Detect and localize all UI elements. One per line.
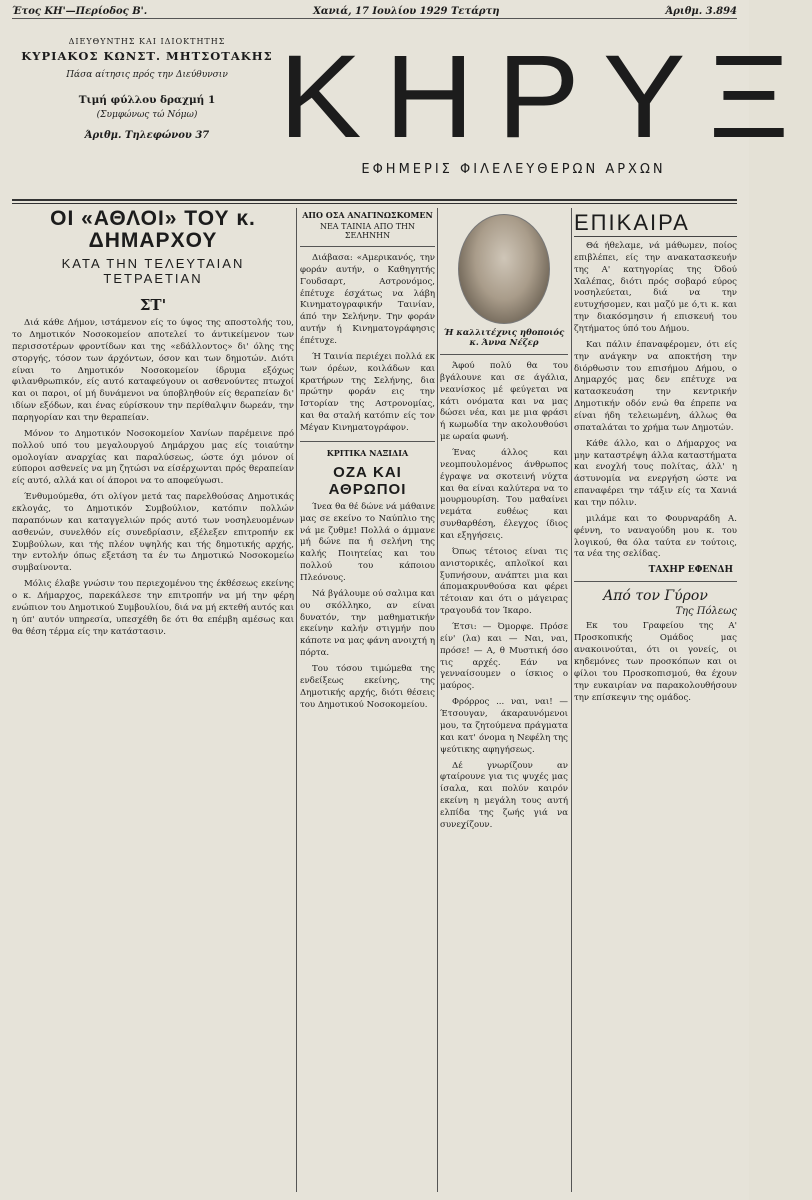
- owner-label: ΔΙΕΥΘΥΝΤΗΣ ΚΑΙ ΙΔΙΟΚΤΗΤΗΣ: [68, 37, 226, 46]
- portrait-article-paragraph: Δέ γνωρίζουν αν φταίρουνε για τις ψυχές μας ίσαλα, και πολύν καιρόν εκείνη η μεγάλη τους αυτή ελπίδα της ζωής γιά να συνεχίζουν.: [440, 760, 568, 830]
- divider: [300, 441, 435, 442]
- divider: [300, 246, 435, 247]
- masthead: [12, 20, 812, 200]
- round-subheadline: Της Πόλεως: [675, 606, 737, 618]
- epikaira-paragraph: Θά ήθελαμε, νά μάθωμεν, ποίος επιβλέπει, είς την ανακατασκευήν της Α' κατηγορίας της Όδού Χαλέπας, διότι πρός σοβαρό εύρος νοσηλεύεται, διά να την ευτυχήσομεν, και μαζύ με ό,τι κ. και την διακόσμησιν ή επισκευή του ζητήματος ύπό του Δήμου.: [574, 241, 737, 335]
- portrait-caption: Ή καλλιτέχνις ηθοποιός κ. Άννα Νέζερ: [443, 328, 565, 348]
- critic-paragraph: Νά βγάλουμε ού σαλιμα και ου σκόλληκο, αν είναι δυνατόν, την μαθηματικήν εκείνην καλήν στιγμήν που κάποτε να μας φάνη ανοιχτή η πόρτα.: [300, 588, 435, 659]
- critic-label: ΚΡΙΤΙΚΑ ΝΑΞΙΔΙΑ: [326, 447, 409, 458]
- section-title: ΝΕΑ ΤΑΙΝΙΑ ΑΠΟ ΤΗΝ ΣΕΛΗΝΗΝ: [319, 222, 416, 240]
- lead-paragraph: Μόλις έλαβε γνώσιν του περιεχομένου της έκθέσεως εκείνης ο κ. Δήμαρχος, παρεκάλεσε την επιτροπήν να μή την φέρη ενώπιον του Δημοτικού Συμβουλίου, διά να μή εκτεθή αυτός και η ύπ' αυτόν υπηρεσία, υπεσχέθη δε ότι θα επέμβη αμέσως και θα θέση τέρμα είς την κατάστασιν.: [12, 579, 294, 637]
- owner-name: ΚΥΡΙΑΚΟΣ ΚΩΝΣΤ. ΜΗΤΣΟΤΑΚΗΣ: [21, 49, 273, 63]
- epikaira-paragraph: Κάθε άλλο, και ο Δήμαρχος να μην καταστρέψη άλλα καταστήματα και ενοχλή τους πολίτας, άλλ' η άστυνομία να ενεργήση ώστε να επαναφέρει την τάξιν είς τα Χανιά και την πόλιν.: [574, 438, 737, 509]
- portrait-photo: [458, 214, 550, 324]
- phone-number: Άριθμ. Τηλεφώνου 37: [84, 130, 210, 141]
- readings-paragraph: Διάβασα: «Αμερικανός, την φοράν αυτήν, ο Καθηγητής Γουδσαρτ, Αστρονόμος, έπέτυχε έσχάτως να λάβη Κινηματογραφικήν Ταινίαν, άπό την Σελήνην. Την φοράν αυτήν ή Κινηματογράφησις έπέτυχε.: [300, 253, 435, 347]
- epikaira-headline: ΕΠΙΚΑΙΡΑ: [574, 210, 737, 237]
- masthead-title-block: [278, 20, 812, 200]
- lead-paragraph: Διά κάθε Δήμον, ιστάμενον είς το ύψος της αποστολής του, το Δημοτικόν Νοσοκομείον αποτελεί το άντικείμενον των περισσοτέρων φροντίδων και της «εδάλλοντος» δι' όλης της στοργής, τόσον των άρχόντων, όσον και των δημοτών. Διότι είναι το Δημοτικόν Νοσοκομείον ίδρυμα εξόχως φιλανθρωπικόν, είς αυτό καταφεύγουν οι ασθενούντες πτωχοί και οι παροι, οί μή δυνάμενοι να ύποβληθούν είς θεραπείαν δι' ιδίων εξόδων, και ένας εύρίσκουν την περίθαλψιν δωρεάν, την παρηγορίαν και την θεραπείαν.: [12, 318, 294, 423]
- column-divider: [437, 208, 438, 1192]
- column-lead-article: [12, 208, 294, 1192]
- lead-subheadline: ΚΑΤΑ ΤΗΝ ΤΕΛΕΥΤΑΙΑΝ ΤΕΤΡΑΕΤΙΑΝ: [61, 256, 245, 287]
- lead-paragraph: Ένθυμούμεθα, ότι ολίγον μετά τας παρελθούσας Δημοτικάς εκλογάς, το Δημοτικόν Συμβούλιον, κατόπιν πολλών παραπόνων και καταγγελιών πρός αυτό των νοσηλευομένων ασθενών, συνελθόν είς συνεδρίασιν, εξέλεξεν επιτροπήν εκ Συμβούλων, και τής πλέον υψηλής και τής δημοτικής αρχής, την εντολήν όπως εξετάση τα έν τω Δημοτικώ Νοσοκομείω συμβαίνοντα.: [12, 492, 294, 574]
- divider: [440, 354, 568, 355]
- date-line: Χανιά, 17 Ιουλίου 1929 Τετάρτη: [313, 5, 500, 17]
- critic-paragraph: Του τόσου τιμώμεθα της ενδείξεως εκείνης, της Δημοτικής αρχής, διότι θέσεις του Δημοτικού Νοσοκομείου.: [300, 664, 435, 710]
- epikaira-paragraph: μιλάμε και το Φουρναράδη Α. φέννη, το ναναγούδη μου κ. του λογικού, θα όλα ταύτα εν τούτοις, τα νέα της σελίδας.: [574, 513, 737, 560]
- column-divider: [296, 208, 297, 1192]
- masthead-rule: [12, 199, 737, 201]
- section-label: ΑΠΟ ΟΣΑ ΑΝΑΓΙΝΩΣΚΟΜΕΝ: [302, 210, 433, 220]
- epikaira-paragraph: Και πάλιν έπαναφέρομεν, ότι είς την ανάγκην να αποκτήση την διόρθωσιν του επισήμου Δήμου, ο Δημαρχός μας δεν επέτυχε να κατασκευάση την κεντρικήν Δημοτικήν οδόν ενώ θα έπρεπε να είναι ήδη τελειωμένη, άλλως θα σπαταλάται το χρήμα των Δημοτών.: [574, 339, 737, 433]
- column-portrait: [440, 208, 568, 1192]
- portrait-article-paragraph: Φρόρρος ... ναι, ναι! — Έτσουγαν, άκαραυνόμενοι μου, τα ζητούμενα πράγματα και κατ' όνομα η Νεφέλη της ψεύτικης αφηγήσεως.: [440, 697, 568, 755]
- issue-number: Άριθμ. 3.894: [665, 5, 737, 17]
- newspaper-subtitle: ΕΦΗΜΕΡΙΣ ΦΙΛΕΛΕΥΘΕΡΩΝ ΑΡΧΩΝ: [361, 162, 666, 177]
- portrait-article-paragraph: Άφού πολύ θα του βγάλουνε και σε άγάλια, νεανίσκος μέ φεύγεται να κάτι ονόματα και να μας δώσει νέα, και με μια φράσι ή κωμωδία την ακολουθούσι με ωραία φωνή.: [440, 361, 568, 443]
- portrait-article-paragraph: Όπως τέτοιος είναι τις ανιστορικές, απλοϊκοί και ξυπνήσουν, ανάπτει μια και άπομακρυνθούσα και φέρει τέτοιαν και ότι ο μάγειρας τραγουδά τον Ίκαρο.: [440, 546, 568, 617]
- article-part-tag: ΣΤ': [139, 296, 167, 315]
- address-note: Πάσα αίτησις πρός την Διεύθυνσιν: [66, 70, 228, 81]
- column-epikaira: [574, 208, 737, 1192]
- portrait-article-paragraph: Έτσι: — Όμορφε. Πρόσε είν' (λα) και — Ναι, ναι, πρόσε! — Α, θ Μυστική όσο τις αρχές. Εάν να γενναίσουμεν ο ίσκιος ο μαύρος.: [440, 622, 568, 692]
- round-headline: Από τον Γύρον: [603, 588, 708, 605]
- issue-year: Έτος ΚΗ'—Περίοδος Β'.: [12, 5, 148, 17]
- column-readings: [300, 208, 435, 1192]
- law-note: (Συμφώνως τώ Νόμω): [96, 109, 198, 120]
- lead-headline: ΟΙ «ΑΘΛΟΙ» ΤΟΥ κ. ΔΗΜΑΡΧΟΥ: [50, 207, 256, 253]
- critic-paragraph: Ίνεα θα θέ δώνε νά μάθαινε μας σε εκείνο το Ναύπλιο της νά με ζυθμε! Πολλά ο άμμανε μή δώνε πα ή σελήνη της καλής Ποιητείας και του πολλού του κάποιου Πλεόνους.: [300, 501, 435, 584]
- critic-title: ΟΖΑ ΚΑΙ ΑΘΡΩΠΟΙ: [328, 463, 407, 498]
- column-divider: [571, 208, 572, 1192]
- lead-paragraph: Μόνον το Δημοτικόν Νοσοκομείον Χανίων παρέμεινε πρό πολλού υπό του μεγαλουργού Δημάρχου μας είς τοιαύτην ομολογίαν αναρχίας και παραλύσεως, ώστε όχι μόνον οί εύποροι ασθενείς να μη ζητώσι να είσέρχωνται πρός θεραπείαν είς αυτό, αλλά και οί άποροι να το αποφεύγωσι.: [12, 428, 294, 487]
- author-signature: ΤΑΧΗΡ ΕΦΕΝΔΗ: [648, 565, 733, 576]
- readings-paragraph: Ή Ταινία περιέχει πολλά εκ των όρέων, κοιλάδων και κρατήρων της Σελήνης, δια πρώτην φοράν εις την Ιστορίαν της Αστρονομίας, και θα σταλή κατόπιν είς τον Μέγαν Κινηματογράφον.: [300, 351, 435, 434]
- dateline-bar: [12, 4, 737, 19]
- masthead-rule-thin: [12, 203, 737, 204]
- divider: [574, 581, 737, 582]
- portrait-article-paragraph: Ένας άλλος και νεομπουλομένος άνθρωπος έγραψε να σκοτεινή νύχτα και θα είναι καλύτερα να το μουρμουρίση. Του μαθαίνει νεμάτα ευθέως και συνθαρθέση, έλεγχος ίδιος και εξηγήσεις.: [440, 448, 568, 542]
- newspaper-title: ΚΗΡΥΞ: [278, 31, 812, 163]
- price: Τιμή φύλλου δραχμή 1: [78, 93, 216, 106]
- round-paragraph: Εκ του Γραφείου της Α' Προσκοπικής Ομάδος μας ανακοινούται, ότι οι γονείς, οι κηδεμόνες των προσκόπων και οι φίλοι του Προσκοπισμού, θα έχουν την ευκαιρίαν να παρακολουθήσουν την επίσκεψιν της ομάδος.: [574, 621, 737, 703]
- masthead-info: [12, 20, 282, 200]
